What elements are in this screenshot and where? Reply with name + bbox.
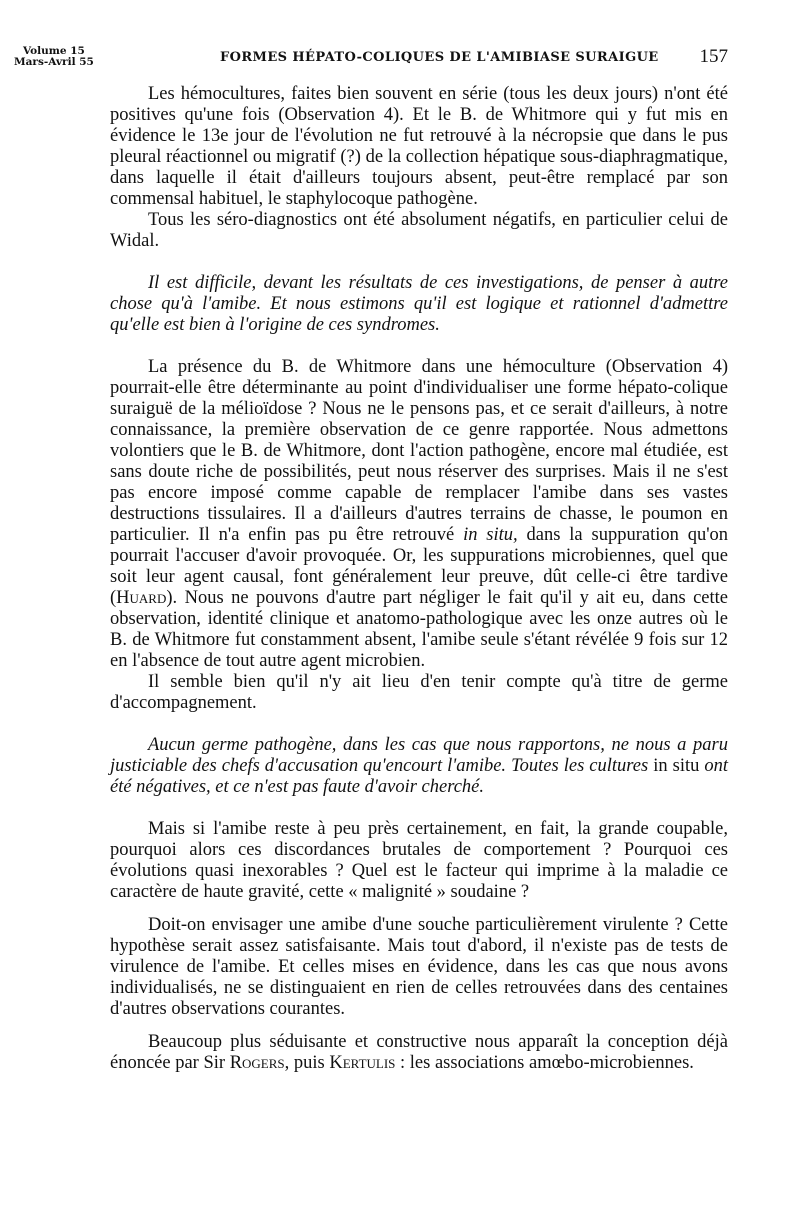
- in-situ-term: in situ: [653, 756, 700, 776]
- text-span: Aucun germe pathogène, dans les cas que nous rapportons, ne nous a paru justiciable des chefs d'accusation qu'encourt l'amibe. Toutes les cultures: [110, 735, 728, 776]
- text-span: La présence du B. de Whitmore dans une hémoculture (Observation 4) pourrait-elle être déterminante au point d'individualiser une forme hépato-colique suraiguë de la mélioïdose ? Nous ne le pensons pas, et ce serait d'ailleurs, à notre connaissance, la première observation de ce genre rapportée. Nous admettons volontiers que le B. de Whitmore, dont l'action pathogène, encore mal étudiée, est sans doute riche de possibilités, peut nous réserver des surprises. Mais il ne s'est pas encore imposé comme capable de remplacer l'amibe dans ses vastes destructions tissulaires. Il a d'ailleurs d'autres terrains de chasse, le poumon en particulier. Il n'a enfin pas pu être retrouvé: [110, 357, 728, 545]
- volume-label: Volume 15: [22, 45, 85, 57]
- author-name: Huard: [116, 588, 167, 608]
- paragraph-whitmore: [110, 357, 728, 672]
- paragraph-conclusion-amibe: Il est difficile, devant les résultats de ces investigations, de penser à autre chose qu'à l'amibe. Et nous estimons qu'il est logique et rationnel d'admettre qu'elle est bien à l'origine de ces syndromes.: [110, 273, 728, 335]
- running-title: FORMES HÉPATO-COLIQUES DE L'AMIBIASE SURAIGUE: [220, 50, 659, 65]
- author-name: Rogers: [229, 1053, 285, 1073]
- paragraph-hemocultures: Les hémocultures, faites bien souvent en série (tous les deux jours) n'ont été positives qu'une fois (Observation 4). Et le B. de Whitmore qui y fut mis en évidence le 13e jour de l'évolution ne fut retrouvé à la nécropsie que dans le pus pleural réactionnel ou migratif (?) de la collection hépatique sous-diaphragmatique, dans laquelle il était d'ailleurs toujours absent, peut-être remplacé par son commensal habituel, le staphylocoque pathogène.: [110, 84, 728, 209]
- text-span: ). Nous ne pouvons d'autre part négliger le fait qu'il y ait eu, dans cette observation, identité clinique et anatomo-pathologique avec les onze autres où le B. de Whitmore fut constamment absent, l'amibe seule s'étant révélée 9 fois sur 12 en l'absence de tout autre agent microbien.: [110, 588, 728, 671]
- paragraph-associations: [110, 1032, 728, 1074]
- text-span: , puis: [284, 1053, 325, 1073]
- text-span: ont été négatives, et ce n'est pas faute d'avoir cherché.: [110, 756, 729, 797]
- text-span: : les associations amœbo-microbiennes.: [400, 1053, 694, 1073]
- text-span: dans la suppuration qu'on pourrait l'accuser d'avoir provoquée. Or, les suppurations microbiennes, quel que soit leur agent causal, font généralement leur preuve, dût celle-ci être tardive (: [110, 525, 729, 608]
- in-situ-term: in situ,: [463, 525, 518, 545]
- volume-info: [14, 46, 94, 68]
- issue-label: Mars-Avril 55: [14, 56, 94, 68]
- paragraph-serodiagnostics: Tous les séro-diagnostics ont été absolument négatifs, en particulier celui de Widal.: [110, 210, 728, 251]
- paragraph-malignite: Mais si l'amibe reste à peu près certainement, en fait, la grande coupable, pourquoi alors ces discordances brutales de comportement ? Pourquoi ces évolutions quasi inexorables ? Quel est le facteur qui imprime à la maladie ce caractère de haute gravité, cette « malignité » soudaine ?: [110, 819, 728, 902]
- paragraph-germe-accompagnement: Il semble bien qu'il n'y ait lieu d'en tenir compte qu'à titre de germe d'accompagnement.: [110, 672, 728, 713]
- paragraph-cultures: [110, 735, 728, 798]
- author-name: Kertulis: [329, 1053, 396, 1073]
- running-head: [0, 46, 800, 86]
- paragraph-virulence: Doit-on envisager une amibe d'une souche particulièrement virulente ? Cette hypothèse serait assez satisfaisante. Mais tout d'abord, il n'existe pas de tests de virulence de l'amibe. Et celles mises en évidence, dans les cas que nous avons individualisés, ne se distinguaient en rien de celles retrouvées dans des centaines d'autres observations courantes.: [110, 915, 728, 1019]
- text-span: Beaucoup plus séduisante et constructive nous apparaît la conception déjà énoncée par Sir: [110, 1032, 728, 1073]
- page-number: 157: [699, 46, 728, 67]
- article-body: [110, 84, 728, 1074]
